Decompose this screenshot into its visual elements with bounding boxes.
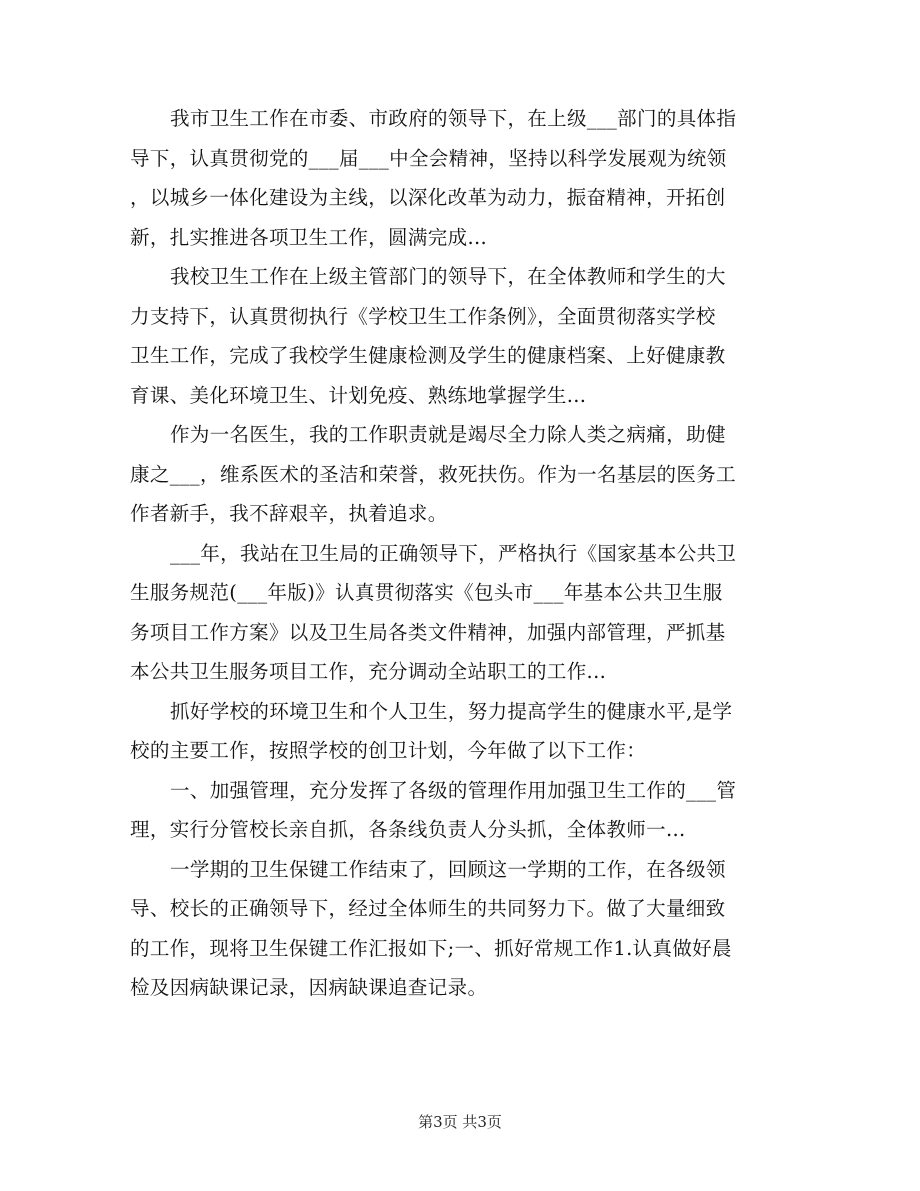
text-line: ，以城乡一体化建设为主线，以深化改革为动力，振奋精神，开拓创 <box>130 186 726 209</box>
text-line: 导、校长的正确领导下，经过全体师生的共同努力下。做了大量细致 <box>130 897 726 920</box>
text-line: 新，扎实推进各项卫生工作，圆满完成... <box>130 225 488 249</box>
text-line: 育课、美化环境卫生、计划免疫、熟练地掌握学生... <box>130 383 587 407</box>
text-line: ___年，我站在卫生局的正确领导下，严格执行《国家基本公共卫 <box>170 541 737 565</box>
text-line: 的工作，现将卫生保键工作汇报如下;一、抓好常规工作1.认真做好晨 <box>130 936 732 960</box>
text-line: 力支持下，认真贯彻执行《学校卫生工作条例》，全面贯彻落实学校 <box>130 304 716 328</box>
text-line: 检及因病缺课记录，因病缺课追查记录。 <box>130 976 488 999</box>
text-line: 导下，认真贯彻党的___届___中全会精神，坚持以科学发展观为统领 <box>130 146 727 170</box>
paragraph-1 <box>130 99 790 257</box>
paragraph-5 <box>130 692 790 771</box>
text-line: 卫生工作，完成了我校学生健康检测及学生的健康档案、上好健康教 <box>130 344 726 367</box>
text-line: 理，实行分管校长亲自抓，各条线负责人分头抓，全体教师一... <box>130 818 686 841</box>
page-number-footer: 第3页 共3页 <box>418 1113 502 1131</box>
text-line: 我市卫生工作在市委、市政府的领导下，在上级___部门的具体指 <box>170 107 737 130</box>
text-line: 康之___，维系医术的圣洁和荣誉，救死扶伤。作为一名基层的医务工 <box>130 462 736 486</box>
text-line: 校的主要工作，按照学校的创卫计划，今年做了以下工作： <box>130 739 647 762</box>
paragraph-6 <box>130 771 790 850</box>
text-line: 一学期的卫生保键工作结束了，回顾这一学期的工作，在各级领 <box>170 857 726 881</box>
text-line: 务项目工作方案》以及卫生局各类文件精神，加强内部管理，严抓基 <box>130 620 726 644</box>
text-line: 我校卫生工作在上级主管部门的领导下，在全体教师和学生的大 <box>170 265 726 288</box>
paragraph-3 <box>130 415 790 534</box>
text-line: 一、加强管理，充分发挥了各级的管理作用加强卫生工作的___管 <box>170 778 737 802</box>
paragraph-2 <box>130 257 790 415</box>
text-line: 本公共卫生服务项目工作，充分调动全站职工的工作... <box>130 660 607 683</box>
text-line: 生服务规范(___年版)》认真贯彻落实《包头市___年基本公共卫生服 <box>130 581 723 604</box>
paragraph-7 <box>130 850 790 1008</box>
text-line: 作为一名医生，我的工作职责就是竭尽全力除人类之病痛，助健 <box>170 423 726 446</box>
text-line: 抓好学校的环境卫生和个人卫生，努力提高学生的健康水平,是学 <box>170 699 733 723</box>
paragraph-4 <box>130 534 790 692</box>
text-line: 作者新手，我不辞艰辛，执着追求。 <box>130 502 448 525</box>
document-body <box>130 99 790 1008</box>
